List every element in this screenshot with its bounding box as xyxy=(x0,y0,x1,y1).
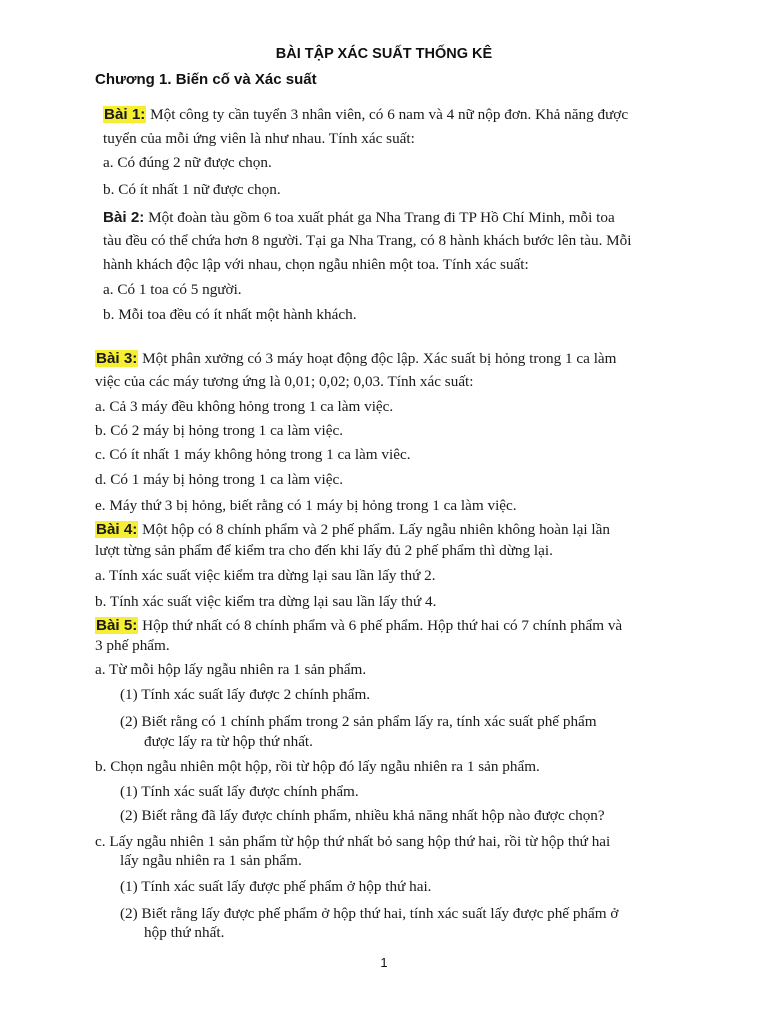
exercise-3-item-e: e. Máy thứ 3 bị hỏng, biết rằng có 1 máy bị hỏng trong 1 ca làm việc. xyxy=(95,497,517,514)
exercise-5-item-b2: (2) Biết rằng đã lấy được chính phẩm, nhiều khả năng nhất hộp nào được chọn? xyxy=(120,807,605,824)
exercise-5-item-a2-line-2: được lấy ra từ hộp thứ nhất. xyxy=(144,733,313,750)
exercise-5-item-a: a. Từ mỗi hộp lấy ngẫu nhiên ra 1 sản phẩm. xyxy=(95,661,367,678)
exercise-3-label: Bài 3: xyxy=(96,350,138,367)
document-title: BÀI TẬP XÁC SUẤT THỐNG KÊ xyxy=(275,46,493,62)
exercise-5-item-c-line-2: lấy ngẫu nhiên ra 1 sản phẩm. xyxy=(120,852,302,869)
exercise-4-line-2: lượt từng sản phẩm để kiểm tra cho đến khi lấy đủ 2 phế phẩm thì dừng lại. xyxy=(95,542,553,559)
exercise-2-line-1: Bài 2: Một đoàn tàu gồm 6 toa xuất phát ga Nha Trang đi TP Hồ Chí Minh, mỗi toa xyxy=(103,209,615,226)
exercise-4-item-b: b. Tính xác suất việc kiểm tra dừng lại sau lần lấy thứ 4. xyxy=(95,593,437,610)
exercise-3-item-b: b. Có 2 máy bị hỏng trong 1 ca làm việc. xyxy=(95,422,344,439)
exercise-3-item-d: d. Có 1 máy bị hỏng trong 1 ca làm việc. xyxy=(95,471,344,488)
exercise-5-item-c-line-1: c. Lấy ngẫu nhiên 1 sản phẩm từ hộp thứ nhất bỏ sang hộp thứ hai, rồi từ hộp thứ hai xyxy=(95,833,611,850)
exercise-5-label: Bài 5: xyxy=(96,617,138,634)
exercise-5-item-c2-line-2: hộp thứ nhất. xyxy=(144,924,225,941)
exercise-2-item-a: a. Có 1 toa có 5 người. xyxy=(103,281,242,298)
exercise-1-item-a: a. Có đúng 2 nữ được chọn. xyxy=(103,154,272,171)
exercise-5-line-1: Bài 5: Hộp thứ nhất có 8 chính phẩm và 6 phế phẩm. Hộp thứ hai có 7 chính phẩm và xyxy=(96,617,623,634)
exercise-3-line-1: Bài 3: Một phân xưởng có 3 máy hoạt động độc lập. Xác suất bị hỏng trong 1 ca làm xyxy=(96,350,617,367)
page-number: 1 xyxy=(380,955,388,970)
exercise-5-line-2: 3 phế phẩm. xyxy=(95,637,170,654)
exercise-5-item-a1: (1) Tính xác suất lấy được 2 chính phẩm. xyxy=(120,686,371,703)
exercise-4-line-1: Bài 4: Một hộp có 8 chính phẩm và 2 phế phẩm. Lấy ngẫu nhiên không hoàn lại lần xyxy=(96,521,610,538)
exercise-1-line-2: tuyển của mỗi ứng viên là như nhau. Tính xác suất: xyxy=(103,130,415,147)
exercise-2-line-2: tàu đều có thể chứa hơn 8 người. Tại ga Nha Trang, có 8 hành khách bước lên tàu. Mỗi xyxy=(103,232,632,249)
exercise-2-item-b: b. Mỗi toa đều có ít nhất một hành khách. xyxy=(103,306,357,323)
exercise-3-item-c: c. Có ít nhất 1 máy không hỏng trong 1 ca làm viêc. xyxy=(95,446,411,463)
exercise-5-item-a2-line-1: (2) Biết rằng có 1 chính phẩm trong 2 sản phẩm lấy ra, tính xác suất phế phẩm xyxy=(120,713,597,730)
exercise-1-label: Bài 1: xyxy=(104,106,146,123)
exercise-1-item-b: b. Có ít nhất 1 nữ được chọn. xyxy=(103,181,281,198)
exercise-5-item-b1: (1) Tính xác suất lấy được chính phẩm. xyxy=(120,783,359,800)
exercise-5-item-b: b. Chọn ngẫu nhiên một hộp, rồi từ hộp đó lấy ngẫu nhiên ra 1 sản phẩm. xyxy=(95,758,540,775)
exercise-3-line-2: việc của các máy tương ứng là 0,01; 0,02; 0,03. Tính xác suất: xyxy=(95,373,474,390)
exercise-2-label: Bài 2: xyxy=(103,209,145,226)
exercise-4-item-a: a. Tính xác suất việc kiểm tra dừng lại sau lần lấy thứ 2. xyxy=(95,567,436,584)
chapter-heading: Chương 1. Biến cố và Xác suất xyxy=(95,71,317,88)
exercise-3-item-a: a. Cả 3 máy đều không hỏng trong 1 ca làm việc. xyxy=(95,398,394,415)
exercise-2-line-3: hành khách độc lập với nhau, chọn ngẫu nhiên một toa. Tính xác suất: xyxy=(103,256,529,273)
exercise-5-item-c2-line-1: (2) Biết rằng lấy được phế phẩm ở hộp thứ hai, tính xác suất lấy được phế phẩm ở xyxy=(120,905,619,922)
exercise-1-line-1: Bài 1: Một công ty cần tuyển 3 nhân viên, có 6 nam và 4 nữ nộp đơn. Khả năng được xyxy=(104,106,629,123)
exercise-5-item-c1: (1) Tính xác suất lấy được phế phẩm ở hộp thứ hai. xyxy=(120,878,432,895)
exercise-4-label: Bài 4: xyxy=(96,521,138,538)
